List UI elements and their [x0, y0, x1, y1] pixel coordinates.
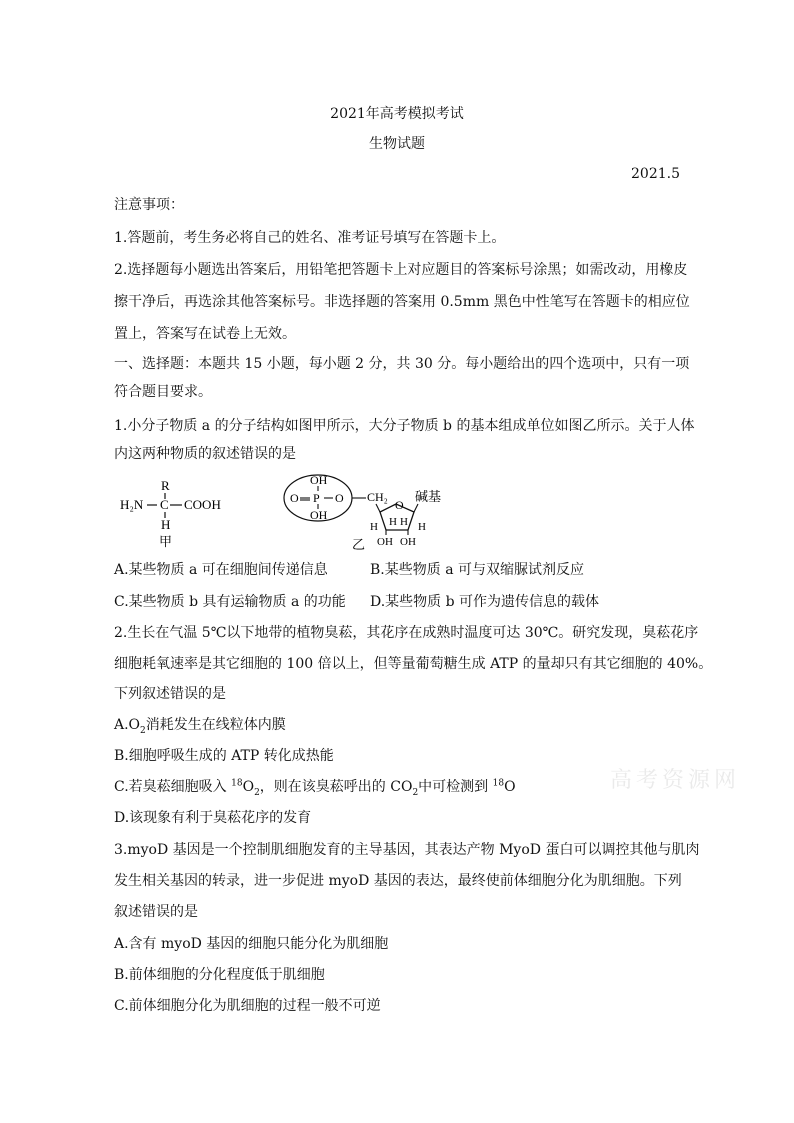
note-item-1: 1.答题前，考生务必将自己的姓名、准考证号填写在答题卡上。 [114, 230, 506, 246]
yi-H1: H [370, 521, 378, 533]
yi-bond-base [414, 504, 418, 512]
exam-date: 2021.5 [631, 166, 680, 182]
q1-figure [110, 474, 470, 558]
q2-option-d: D.该现象有利于臭菘花序的发育 [114, 810, 312, 826]
yi-OH-bottom: OH [310, 508, 328, 522]
q2-option-b: B.细胞呼吸生成的 ATP 转化成热能 [114, 748, 334, 764]
jia-C: C [160, 497, 169, 512]
yi-OH-top: OH [310, 474, 328, 487]
yi-H4: H [418, 521, 426, 533]
note-item-2-line3: 置上，答案写在试卷上无效。 [114, 326, 296, 342]
yi-base: 碱基 [415, 489, 442, 504]
yi-label: 乙 [352, 537, 366, 552]
yi-O-right: O [335, 491, 344, 505]
yi-OH1: OH [377, 536, 393, 548]
q1-option-d: D.某些物质 b 可作为遗传信息的载体 [370, 594, 600, 610]
exam-title: 2021年高考模拟考试 [330, 106, 464, 122]
watermark: 高考资源网 [610, 768, 741, 793]
yi-O-left: O [290, 491, 299, 505]
q3-stem-line3: 叙述错误的是 [114, 904, 198, 920]
q3-option-c: C.前体细胞分化为肌细胞的过程一般不可逆 [114, 998, 381, 1014]
q2-stem-line3: 下列叙述错误的是 [114, 686, 226, 702]
q2-stem-line2: 细胞耗氧速率是其它细胞的 100 倍以上，但等量葡萄糖生成 ATP 的量却只有其它细胞的 40%。 [114, 656, 713, 672]
q2-option-c: C.若臭菘细胞吸入 $^{18}O_2$，则在该臭菘呼出的 $CO_2$中可检测到 $^{18}$O [114, 778, 516, 798]
yi-bond-ch2-ring [376, 504, 380, 512]
q3-option-a: A.含有 myoD 基因的细胞只能分化为肌细胞 [114, 936, 389, 952]
jia-label: 甲 [159, 534, 173, 549]
jia-R: R [161, 478, 170, 493]
q1-option-b: B.某些物质 a 可与双缩脲试剂反应 [370, 562, 584, 578]
q1-stem-line1: 1.小分子物质 a 的分子结构如图甲所示，大分子物质 b 的基本组成单位如图乙所示。关于人体 [114, 418, 695, 434]
yi-O-ring: O [395, 498, 404, 512]
q3-stem-line1: 3.myoD 基因是一个控制肌细胞发育的主导基因，其表达产物 MyoD 蛋白可以调控其他与肌肉 [114, 842, 700, 858]
yi-H3: H [400, 516, 408, 528]
yi-H2: H [389, 516, 397, 528]
note-item-2-line1: 2.选择题每小题选出答案后，用铅笔把答题卡上对应题目的答案标号涂黑；如需改动，用橡皮 [114, 262, 688, 278]
exam-subject: 生物试题 [369, 136, 425, 152]
molecule-diagrams [110, 474, 470, 554]
notes-heading: 注意事项： [114, 197, 184, 213]
q3-stem-line2: 发生相关基因的转录，进一步促进 myoD 基因的表达，最终使前体细胞分化为肌细胞。下列 [114, 873, 682, 889]
q2-stem-line1: 2.生长在气温 5℃以下地带的植物臭菘，其花序在成熟时温度可达 30℃。研究发现，臭菘花序 [114, 625, 699, 641]
yi-P: P [313, 491, 320, 505]
q1-option-a: A.某些物质 a 可在细胞间传递信息 [114, 562, 328, 578]
yi-OH2: OH [400, 536, 416, 548]
q3-option-b: B.前体细胞的分化程度低于肌细胞 [114, 967, 325, 983]
q2-option-a: $A.O_2$消耗发生在线粒体内膜 [114, 717, 286, 736]
q1-option-c: C.某些物质 b 具有运输物质 a 的功能 [114, 594, 346, 610]
note-item-2-line2: 擦干净后，再选涂其他答案标号。非选择题的答案用 0.5mm 黑色中性笔写在答题卡的相应位 [114, 294, 690, 310]
section-heading-line2: 符合题目要求。 [114, 384, 212, 400]
jia-H: H [161, 517, 171, 532]
q1-stem-line2: 内这两种物质的叙述错误的是 [114, 446, 296, 462]
yi-CH2: CH₂ [367, 490, 388, 504]
jia-COOH: COOH [184, 497, 221, 512]
section-heading-line1: 一、选择题：本题共 15 小题，每小题 2 分，共 30 分。每小题给出的四个选项中，只有一项 [114, 356, 690, 372]
jia-H2N: H₂N [120, 497, 144, 512]
